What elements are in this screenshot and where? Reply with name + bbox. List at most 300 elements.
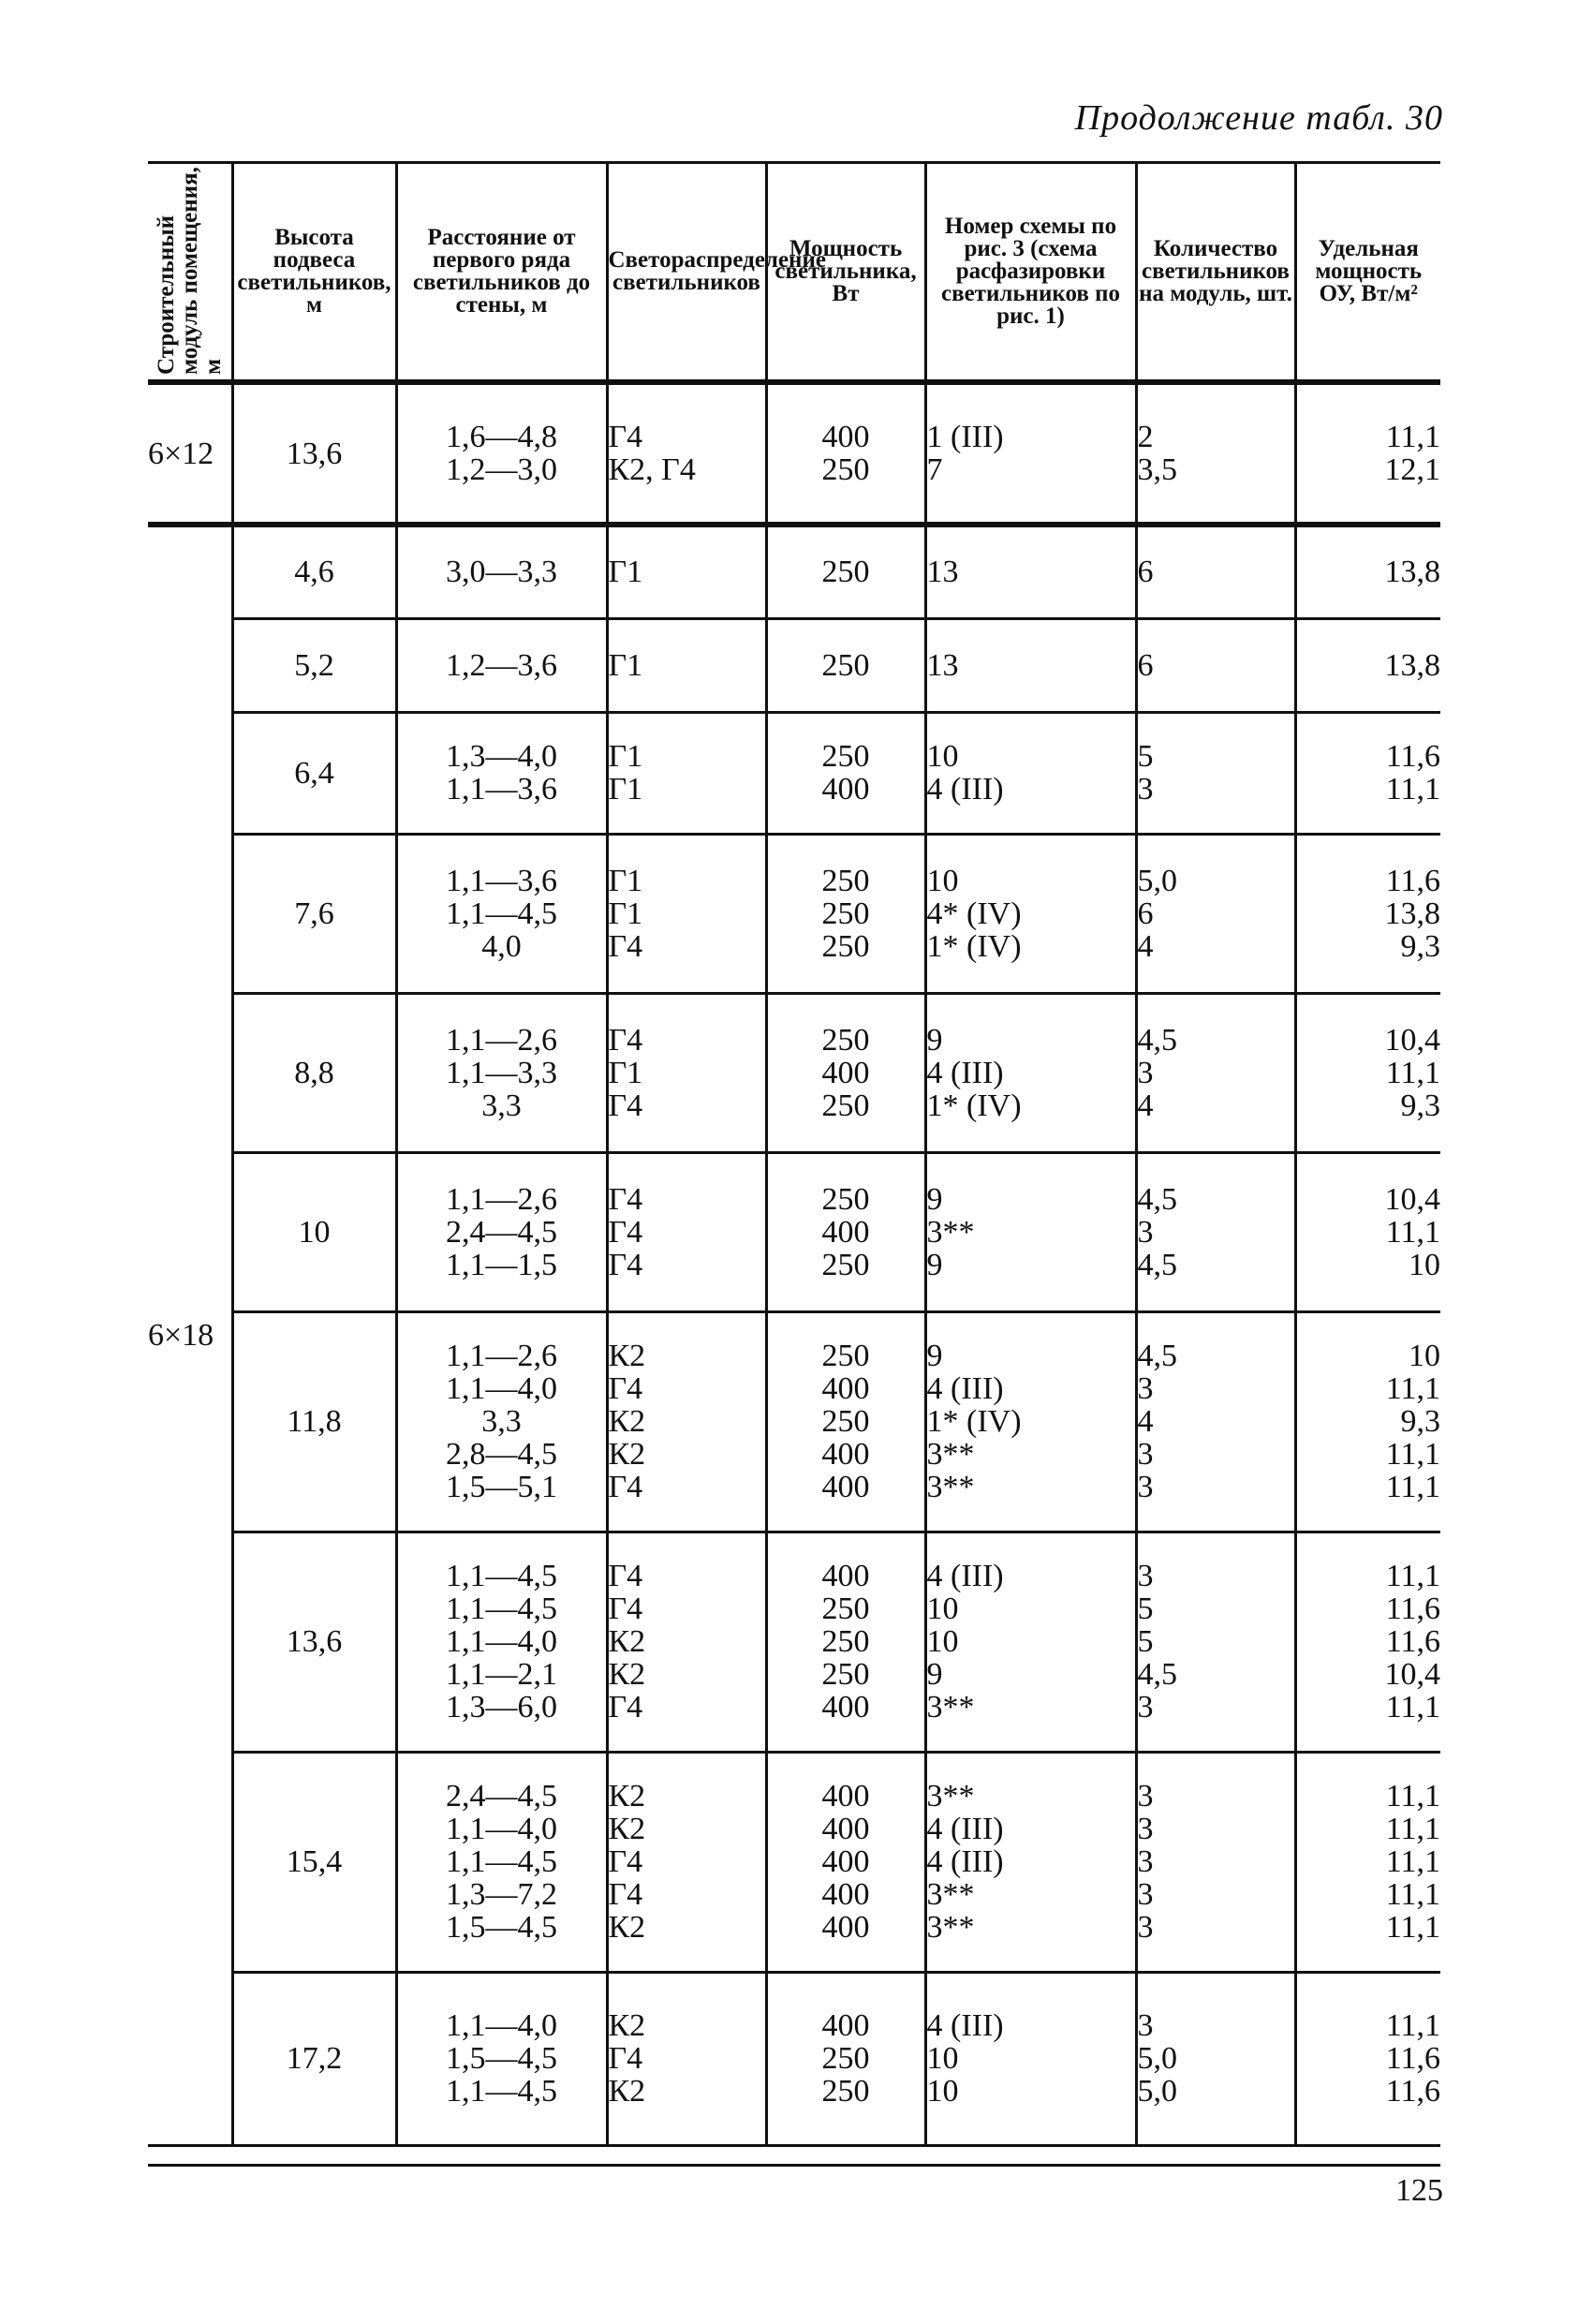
page-number: 125 bbox=[1395, 2173, 1443, 2208]
cell-line: 12,1 bbox=[1384, 452, 1440, 487]
cell-line: 4,5 bbox=[1137, 1022, 1177, 1058]
cell-line: 5,0 bbox=[1137, 863, 1177, 898]
cell-power bbox=[766, 712, 925, 834]
header-module: Строительный модуль помещения, м bbox=[148, 163, 232, 383]
cell-line: 1,1—4,5 bbox=[446, 1844, 557, 1879]
cell-line: Г4 bbox=[608, 1181, 643, 1217]
cell-line: 3 bbox=[1137, 772, 1154, 807]
cell-power bbox=[766, 382, 925, 525]
cell-power bbox=[766, 1532, 925, 1752]
cell-line: Г4 bbox=[608, 1214, 643, 1250]
cell-line: 4 bbox=[1137, 1404, 1154, 1439]
cell-specific-power bbox=[1295, 618, 1440, 712]
cell-line: 400 bbox=[821, 1559, 870, 1593]
cell-height: 10 bbox=[232, 1152, 396, 1311]
cell-line: 3 bbox=[1137, 1437, 1154, 1472]
cell-line: Г4 bbox=[608, 1022, 643, 1058]
cell-line: 11,1 bbox=[1385, 1779, 1440, 1813]
cell-line: 10 bbox=[926, 1624, 959, 1659]
cell-count bbox=[1136, 834, 1295, 993]
cell-specific-power bbox=[1295, 834, 1440, 993]
cell-line: 250 bbox=[821, 647, 870, 683]
cell-line: Г4 bbox=[608, 928, 643, 964]
cell-line: 1,1—3,3 bbox=[446, 1055, 557, 1090]
cell-line: 1,2—3,0 bbox=[446, 452, 557, 487]
cell-line: 250 bbox=[821, 2074, 870, 2109]
cell-light-distribution bbox=[607, 712, 766, 834]
cell-distance bbox=[396, 712, 607, 834]
cell-line: 3,5 bbox=[1137, 452, 1177, 487]
cell-line: 250 bbox=[821, 863, 870, 898]
cell-line: 11,6 bbox=[1385, 1591, 1440, 1626]
cell-line: 4 (III) bbox=[926, 772, 1004, 807]
cell-line: 11,6 bbox=[1385, 2074, 1440, 2109]
cell-distance bbox=[396, 1532, 607, 1752]
cell-power bbox=[766, 834, 925, 993]
cell-line: 1,1—2,1 bbox=[446, 1657, 557, 1692]
cell-line: 11,1 bbox=[1385, 1559, 1440, 1593]
cell-specific-power bbox=[1295, 993, 1440, 1152]
cell-scheme bbox=[925, 1311, 1136, 1532]
cell-line: 400 bbox=[821, 1910, 870, 1945]
table-row bbox=[148, 618, 1440, 712]
cell-line: К2, Г4 bbox=[608, 452, 696, 487]
cell-line: 3** bbox=[926, 1910, 975, 1945]
header-scheme: Номер схемы по рис. 3 (схема расфазировки светильников по рис. 1) bbox=[925, 163, 1136, 383]
cell-scheme bbox=[925, 525, 1136, 618]
cell-height: 13,6 bbox=[232, 1532, 396, 1752]
cell-distance bbox=[396, 525, 607, 618]
cell-line: 1* (IV) bbox=[926, 928, 1022, 964]
cell-count bbox=[1136, 1152, 1295, 1311]
cell-line: 1,1—3,6 bbox=[446, 772, 557, 807]
cell-line: 9 bbox=[926, 1181, 943, 1217]
cell-line: 13 bbox=[926, 555, 959, 590]
cell-line: Г1 bbox=[608, 1055, 643, 1090]
cell-line: Г4 bbox=[608, 420, 643, 454]
cell-light-distribution bbox=[607, 1752, 766, 1972]
cell-line: 4 (III) bbox=[926, 1055, 1004, 1090]
cell-line: 250 bbox=[821, 1088, 870, 1123]
cell-count bbox=[1136, 1532, 1295, 1752]
cell-line: Г4 bbox=[608, 1470, 643, 1504]
cell-line: 2,4—4,5 bbox=[446, 1779, 557, 1813]
cell-line: 250 bbox=[821, 1247, 870, 1282]
cell-line: 4 (III) bbox=[926, 1844, 1004, 1879]
cell-line: 4* (IV) bbox=[926, 896, 1022, 931]
cell-light-distribution bbox=[607, 525, 766, 618]
cell-line: 250 bbox=[821, 555, 870, 590]
cell-line: 11,1 bbox=[1385, 1690, 1440, 1724]
cell-line: 11,1 bbox=[1385, 1470, 1440, 1504]
cell-specific-power bbox=[1295, 525, 1440, 618]
cell-scheme bbox=[925, 834, 1136, 993]
cell-specific-power bbox=[1295, 1152, 1440, 1311]
cell-line: 4 (III) bbox=[926, 1559, 1004, 1593]
cell-line: Г4 bbox=[608, 1371, 643, 1406]
cell-line: 10 bbox=[926, 2041, 959, 2076]
cell-line: 250 bbox=[821, 1591, 870, 1626]
cell-line: 4,5 bbox=[1137, 1657, 1177, 1692]
header-row bbox=[148, 163, 1440, 383]
cell-power bbox=[766, 525, 925, 618]
cell-line: К2 bbox=[608, 1812, 646, 1846]
cell-line: 10 bbox=[926, 1591, 959, 1626]
cell-line: 3** bbox=[926, 1690, 975, 1724]
cell-line: 1,6—4,8 bbox=[446, 420, 557, 454]
cell-line: 9 bbox=[926, 1657, 943, 1692]
cell-height: 13,6 bbox=[232, 382, 396, 525]
cell-light-distribution bbox=[607, 618, 766, 712]
cell-light-distribution bbox=[607, 1311, 766, 1532]
cell-distance bbox=[396, 1752, 607, 1972]
cell-power bbox=[766, 993, 925, 1152]
cell-specific-power bbox=[1295, 1972, 1440, 2145]
cell-height: 7,6 bbox=[232, 834, 396, 993]
cell-line: 3** bbox=[926, 1470, 975, 1504]
cell-line: 1,1—1,5 bbox=[446, 1247, 557, 1282]
table-row bbox=[148, 993, 1440, 1152]
cell-line: 3 bbox=[1137, 2008, 1154, 2043]
cell-line: 250 bbox=[821, 896, 870, 931]
cell-scheme bbox=[925, 1752, 1136, 1972]
cell-light-distribution bbox=[607, 1152, 766, 1311]
cell-line: 3 bbox=[1137, 1910, 1154, 1945]
cell-line: 3 bbox=[1137, 1559, 1154, 1593]
cell-specific-power bbox=[1295, 1532, 1440, 1752]
table-row bbox=[148, 382, 1440, 525]
cell-distance bbox=[396, 382, 607, 525]
cell-count bbox=[1136, 712, 1295, 834]
cell-power bbox=[766, 1311, 925, 1532]
cell-line: 1,5—5,1 bbox=[446, 1470, 557, 1504]
cell-line: 250 bbox=[821, 928, 870, 964]
cell-line: Г4 bbox=[608, 1844, 643, 1879]
cell-line: 13,8 bbox=[1384, 555, 1440, 590]
cell-line: 3** bbox=[926, 1779, 975, 1813]
cell-line: 7 bbox=[926, 452, 943, 487]
cell-specific-power bbox=[1295, 382, 1440, 525]
cell-scheme bbox=[925, 382, 1136, 525]
cell-line: 4 (III) bbox=[926, 1812, 1004, 1846]
cell-line: 10 bbox=[1409, 1247, 1440, 1282]
cell-line: Г4 bbox=[608, 1559, 643, 1593]
cell-line: 11,1 bbox=[1385, 1877, 1440, 1912]
cell-count bbox=[1136, 993, 1295, 1152]
header-power: Мощность светильника, Вт bbox=[766, 163, 925, 383]
cell-line: 1,1—2,6 bbox=[446, 1339, 557, 1373]
cell-line: К2 bbox=[608, 1404, 646, 1439]
cell-line: 5 bbox=[1137, 739, 1154, 774]
cell-line: 250 bbox=[821, 1181, 870, 1217]
cell-line: 3 bbox=[1137, 1371, 1154, 1406]
cell-line: Г1 bbox=[608, 772, 643, 807]
cell-line: 400 bbox=[821, 1812, 870, 1846]
cell-line: 11,6 bbox=[1385, 863, 1440, 898]
cell-line: 3,0—3,3 bbox=[446, 555, 557, 590]
cell-line: 3,3 bbox=[481, 1404, 522, 1439]
cell-line: 11,1 bbox=[1385, 772, 1440, 807]
cell-module: 6×18 bbox=[148, 525, 232, 2145]
cell-line: 4 bbox=[1137, 928, 1154, 964]
cell-line: 1,1—4,0 bbox=[446, 1371, 557, 1406]
cell-line: Г4 bbox=[608, 1088, 643, 1123]
cell-specific-power bbox=[1295, 1752, 1440, 1972]
cell-line: 11,1 bbox=[1385, 2008, 1440, 2043]
cell-line: 400 bbox=[821, 2008, 870, 2043]
cell-line: 400 bbox=[821, 1877, 870, 1912]
cell-line: Г4 bbox=[608, 2041, 643, 2076]
header-light-distribution: Светораспределение светильников bbox=[607, 163, 766, 383]
cell-line: 1,5—4,5 bbox=[446, 2041, 557, 2076]
table-row bbox=[148, 1152, 1440, 1311]
cell-line: 400 bbox=[821, 772, 870, 807]
cell-line: 3 bbox=[1137, 1877, 1154, 1912]
cell-line: 4,5 bbox=[1137, 1181, 1177, 1217]
header-distance: Расстояние от первого ряда светильников до стены, м bbox=[396, 163, 607, 383]
cell-count bbox=[1136, 1972, 1295, 2145]
cell-line: 9 bbox=[926, 1247, 943, 1282]
cell-line: 400 bbox=[821, 1055, 870, 1090]
cell-line: 400 bbox=[821, 1437, 870, 1472]
cell-line: 400 bbox=[821, 1470, 870, 1504]
cell-line: Г1 bbox=[608, 739, 643, 774]
cell-line: 3** bbox=[926, 1214, 975, 1250]
cell-line: 11,6 bbox=[1385, 2041, 1440, 2076]
table-row bbox=[148, 712, 1440, 834]
cell-height: 6,4 bbox=[232, 712, 396, 834]
cell-line: 11,1 bbox=[1385, 1371, 1440, 1406]
cell-line: 4 bbox=[1137, 1088, 1154, 1123]
cell-line: 11,1 bbox=[1385, 1812, 1440, 1846]
cell-line: 11,6 bbox=[1385, 1624, 1440, 1659]
cell-distance bbox=[396, 1311, 607, 1532]
cell-height: 4,6 bbox=[232, 525, 396, 618]
cell-distance bbox=[396, 993, 607, 1152]
cell-line: 11,1 bbox=[1385, 1437, 1440, 1472]
cell-line: 3,3 bbox=[481, 1088, 522, 1123]
cell-line: К2 bbox=[608, 2008, 646, 2043]
cell-power bbox=[766, 1152, 925, 1311]
cell-line: 1,3—6,0 bbox=[446, 1690, 557, 1724]
table-row bbox=[148, 1752, 1440, 1972]
cell-height: 11,8 bbox=[232, 1311, 396, 1532]
header-specific-power: Удельная мощность ОУ, Вт/м² bbox=[1295, 163, 1440, 383]
cell-line: 1,1—4,0 bbox=[446, 1624, 557, 1659]
cell-light-distribution bbox=[607, 834, 766, 993]
cell-line: 4 (III) bbox=[926, 1371, 1004, 1406]
cell-line: 250 bbox=[821, 1339, 870, 1373]
table-caption: Продолжение табл. 30 bbox=[1074, 98, 1443, 138]
cell-line: К2 bbox=[608, 1437, 646, 1472]
cell-line: 1,1—3,6 bbox=[446, 863, 557, 898]
cell-line: 2,8—4,5 bbox=[446, 1437, 557, 1472]
bottom-rule bbox=[148, 2164, 1440, 2167]
cell-power bbox=[766, 1752, 925, 1972]
cell-distance bbox=[396, 1152, 607, 1311]
cell-line: 11,1 bbox=[1385, 1055, 1440, 1090]
cell-line: 400 bbox=[821, 1779, 870, 1813]
cell-line: 9 bbox=[926, 1022, 943, 1058]
cell-line: 1,1—4,5 bbox=[446, 1559, 557, 1593]
cell-count bbox=[1136, 618, 1295, 712]
cell-line: 2 bbox=[1137, 420, 1154, 454]
cell-line: 400 bbox=[821, 1214, 870, 1250]
cell-line: К2 bbox=[608, 2074, 646, 2109]
cell-light-distribution bbox=[607, 1532, 766, 1752]
cell-line: 2,4—4,5 bbox=[446, 1214, 557, 1250]
table-row bbox=[148, 1532, 1440, 1752]
cell-height: 8,8 bbox=[232, 993, 396, 1152]
cell-line: 400 bbox=[821, 1844, 870, 1879]
cell-line: 250 bbox=[821, 739, 870, 774]
cell-line: Г1 bbox=[608, 896, 643, 931]
cell-line: К2 bbox=[608, 1910, 646, 1945]
cell-line: 250 bbox=[821, 1657, 870, 1692]
cell-line: 9,3 bbox=[1400, 1088, 1440, 1123]
table-row bbox=[148, 1972, 1440, 2145]
cell-line: 6 bbox=[1137, 555, 1154, 590]
table-row bbox=[148, 834, 1440, 993]
lighting-table bbox=[148, 161, 1440, 2147]
cell-line: Г4 bbox=[608, 1247, 643, 1282]
cell-specific-power bbox=[1295, 712, 1440, 834]
cell-line: 3 bbox=[1137, 1690, 1154, 1724]
cell-height: 17,2 bbox=[232, 1972, 396, 2145]
cell-distance bbox=[396, 834, 607, 993]
cell-line: 13,8 bbox=[1384, 647, 1440, 683]
cell-line: 4,5 bbox=[1137, 1339, 1177, 1373]
cell-light-distribution bbox=[607, 1972, 766, 2145]
cell-line: 4,0 bbox=[481, 928, 522, 964]
cell-count bbox=[1136, 382, 1295, 525]
cell-light-distribution bbox=[607, 382, 766, 525]
cell-line: 9,3 bbox=[1400, 1404, 1440, 1439]
cell-scheme bbox=[925, 1972, 1136, 2145]
cell-line: 1 (III) bbox=[926, 420, 1004, 454]
cell-line: 11,1 bbox=[1385, 420, 1440, 454]
cell-specific-power bbox=[1295, 1311, 1440, 1532]
cell-count bbox=[1136, 1752, 1295, 1972]
cell-distance bbox=[396, 1972, 607, 2145]
cell-line: Г4 bbox=[608, 1591, 643, 1626]
cell-line: 11,1 bbox=[1385, 1910, 1440, 1945]
cell-line: 1,1—2,6 bbox=[446, 1022, 557, 1058]
cell-power bbox=[766, 618, 925, 712]
cell-line: 10 bbox=[926, 2074, 959, 2109]
cell-line: 250 bbox=[821, 1022, 870, 1058]
cell-line: 1,1—2,6 bbox=[446, 1181, 557, 1217]
cell-line: 250 bbox=[821, 2041, 870, 2076]
cell-line: 5,0 bbox=[1137, 2074, 1177, 2109]
cell-line: 6 bbox=[1137, 647, 1154, 683]
cell-line: 1* (IV) bbox=[926, 1404, 1022, 1439]
cell-line: 10,4 bbox=[1384, 1181, 1440, 1217]
cell-line: Г4 bbox=[608, 1877, 643, 1912]
cell-line: 250 bbox=[821, 1404, 870, 1439]
cell-line: 3 bbox=[1137, 1779, 1154, 1813]
cell-line: Г1 bbox=[608, 555, 643, 590]
cell-line: К2 bbox=[608, 1779, 646, 1813]
cell-line: 400 bbox=[821, 420, 870, 454]
table-row bbox=[148, 525, 1440, 618]
cell-line: К2 bbox=[608, 1339, 646, 1373]
cell-line: 1,5—4,5 bbox=[446, 1910, 557, 1945]
header-height: Высота подвеса светильников, м bbox=[232, 163, 396, 383]
cell-scheme bbox=[925, 712, 1136, 834]
cell-count bbox=[1136, 525, 1295, 618]
cell-line: Г4 bbox=[608, 1690, 643, 1724]
cell-line: 10 bbox=[926, 863, 959, 898]
cell-line: 1,2—3,6 bbox=[446, 647, 557, 683]
cell-line: 3** bbox=[926, 1437, 975, 1472]
cell-line: 5,0 bbox=[1137, 2041, 1177, 2076]
cell-line: К2 bbox=[608, 1624, 646, 1659]
cell-line: 10 bbox=[1409, 1339, 1440, 1373]
cell-line: 1,1—4,5 bbox=[446, 1591, 557, 1626]
cell-line: 400 bbox=[821, 1371, 870, 1406]
cell-line: 250 bbox=[821, 452, 870, 487]
cell-light-distribution bbox=[607, 993, 766, 1152]
cell-line: Г1 bbox=[608, 647, 643, 683]
cell-line: 1,3—7,2 bbox=[446, 1877, 557, 1912]
cell-line: 250 bbox=[821, 1624, 870, 1659]
cell-line: 5 bbox=[1137, 1591, 1154, 1626]
cell-distance bbox=[396, 618, 607, 712]
cell-line: 1,1—4,0 bbox=[446, 1812, 557, 1846]
cell-line: К2 bbox=[608, 1657, 646, 1692]
cell-line: 9,3 bbox=[1400, 928, 1440, 964]
cell-line: 13,8 bbox=[1384, 896, 1440, 931]
cell-scheme bbox=[925, 618, 1136, 712]
cell-line: 11,6 bbox=[1385, 739, 1440, 774]
table-body bbox=[148, 382, 1440, 2145]
cell-line: 1,1—4,0 bbox=[446, 2008, 557, 2043]
cell-line: 6 bbox=[1137, 896, 1154, 931]
cell-line: 10,4 bbox=[1384, 1657, 1440, 1692]
cell-scheme bbox=[925, 1532, 1136, 1752]
cell-line: 400 bbox=[821, 1690, 870, 1724]
cell-count bbox=[1136, 1311, 1295, 1532]
cell-power bbox=[766, 1972, 925, 2145]
header-count: Количество светильников на модуль, шт. bbox=[1136, 163, 1295, 383]
cell-line: 9 bbox=[926, 1339, 943, 1373]
cell-line: 4 (III) bbox=[926, 2008, 1004, 2043]
cell-line: 1,1—4,5 bbox=[446, 2074, 557, 2109]
cell-module: 6×12 bbox=[148, 382, 232, 525]
cell-line: 4,5 bbox=[1137, 1247, 1177, 1282]
cell-line: 11,1 bbox=[1385, 1214, 1440, 1250]
cell-line: 3 bbox=[1137, 1055, 1154, 1090]
table-row bbox=[148, 1311, 1440, 1532]
cell-scheme bbox=[925, 1152, 1136, 1311]
cell-line: 3 bbox=[1137, 1214, 1154, 1250]
cell-line: 11,1 bbox=[1385, 1844, 1440, 1879]
cell-line: 13 bbox=[926, 647, 959, 683]
cell-height: 5,2 bbox=[232, 618, 396, 712]
cell-line: Г1 bbox=[608, 863, 643, 898]
cell-line: 1,3—4,0 bbox=[446, 739, 557, 774]
cell-line: 3 bbox=[1137, 1844, 1154, 1879]
cell-height: 15,4 bbox=[232, 1752, 396, 1972]
cell-line: 3 bbox=[1137, 1470, 1154, 1504]
cell-line: 5 bbox=[1137, 1624, 1154, 1659]
cell-line: 3 bbox=[1137, 1812, 1154, 1846]
cell-scheme bbox=[925, 993, 1136, 1152]
cell-line: 3** bbox=[926, 1877, 975, 1912]
cell-line: 10,4 bbox=[1384, 1022, 1440, 1058]
cell-line: 1,1—4,5 bbox=[446, 896, 557, 931]
